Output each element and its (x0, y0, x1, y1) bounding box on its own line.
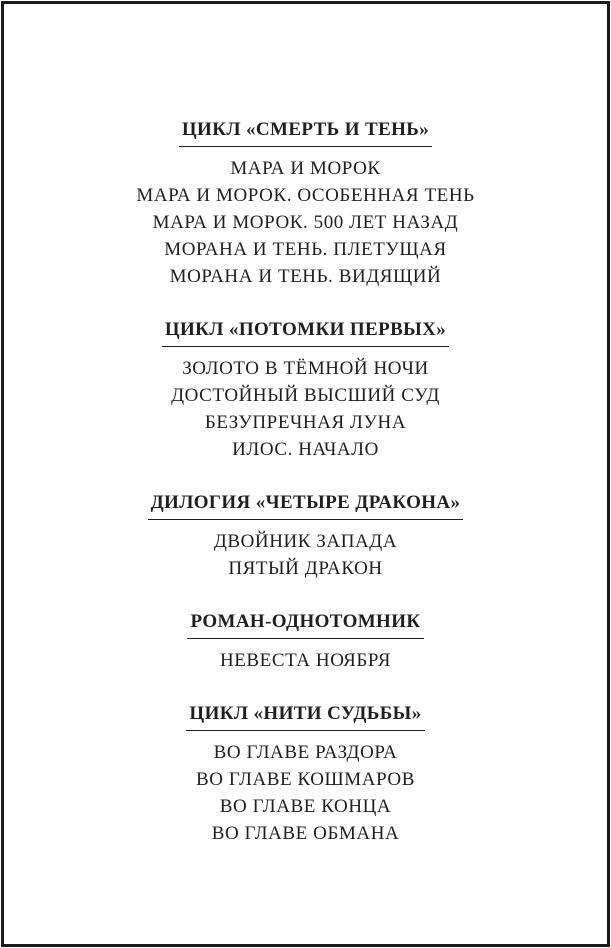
book-title: ЗОЛОТО В ТЁМНОЙ НОЧИ (182, 358, 429, 379)
book-series-list (4, 4, 607, 877)
series-items (4, 739, 607, 847)
series-section (4, 704, 607, 847)
book-title: МАРА И МОРОК. 500 ЛЕТ НАЗАД (152, 212, 459, 233)
book-title: МАРА И МОРОК (230, 158, 381, 179)
series-section (4, 120, 607, 290)
series-heading: ДИЛОГИЯ «ЧЕТЫРЕ ДРАКОНА» (148, 493, 464, 520)
book-title: НЕВЕСТА НОЯБРЯ (219, 650, 392, 671)
book-title: ДВОЙНИК ЗАПАДА (213, 531, 398, 552)
book-title: ВО ГЛАВЕ КОШМАРОВ (196, 769, 415, 790)
book-title: ПЯТЫЙ ДРАКОН (228, 558, 383, 579)
series-items (4, 355, 607, 463)
series-heading: ЦИКЛ «СМЕРТЬ И ТЕНЬ» (179, 120, 432, 147)
series-items (4, 528, 607, 582)
book-title: ИЛОС. НАЧАЛО (232, 439, 379, 460)
book-title: МАРА И МОРОК. ОСОБЕННАЯ ТЕНЬ (136, 185, 475, 206)
page-border-frame (1, 1, 610, 947)
book-title: ВО ГЛАВЕ ОБМАНА (211, 823, 400, 844)
series-items (4, 647, 607, 674)
series-section (4, 493, 607, 582)
book-title: ВО ГЛАВЕ КОНЦА (219, 796, 392, 817)
book-title: ВО ГЛАВЕ РАЗДОРА (213, 742, 398, 763)
series-section (4, 612, 607, 674)
book-title: МОРАНА И ТЕНЬ. ВИДЯЩИЙ (169, 266, 442, 287)
series-heading: РОМАН-ОДНОТОМНИК (187, 612, 423, 639)
book-title: БЕЗУПРЕЧНАЯ ЛУНА (204, 412, 407, 433)
book-title: МОРАНА И ТЕНЬ. ПЛЕТУЩАЯ (164, 239, 447, 260)
series-section (4, 320, 607, 463)
series-items (4, 155, 607, 290)
series-heading: ЦИКЛ «НИТИ СУДЬБЫ» (186, 704, 424, 731)
series-heading: ЦИКЛ «ПОТОМКИ ПЕРВЫХ» (162, 320, 449, 347)
book-title: ДОСТОЙНЫЙ ВЫСШИЙ СУД (171, 385, 440, 406)
